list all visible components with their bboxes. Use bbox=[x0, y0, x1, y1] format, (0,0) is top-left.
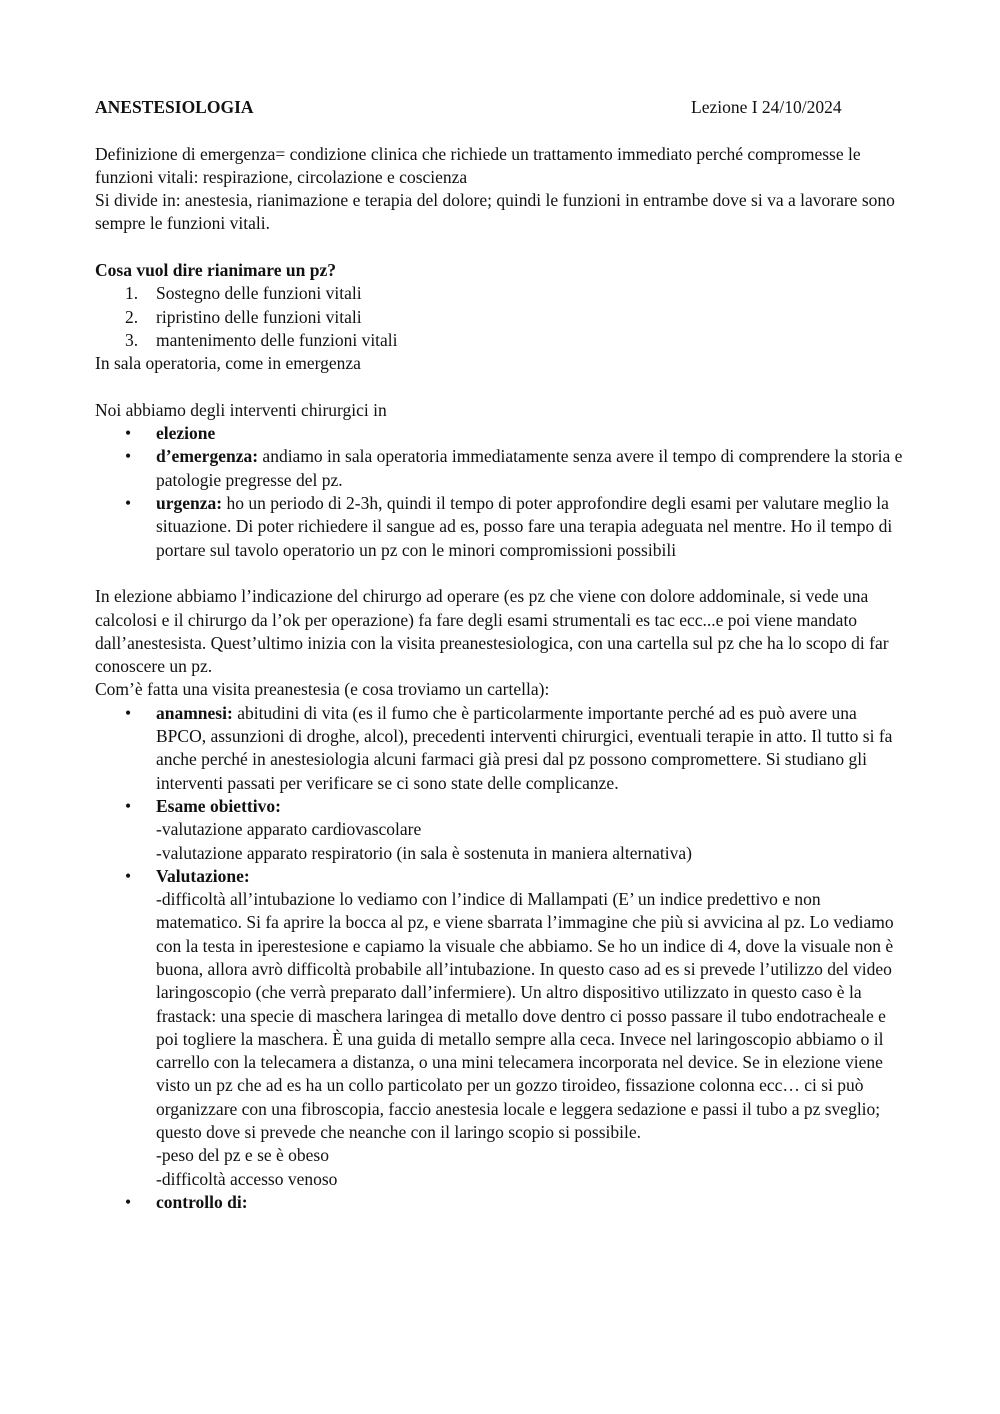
document-header bbox=[95, 96, 910, 119]
valutazione-text: -difficoltà all’intubazione lo vediamo con l’indice di Mallampati (E’ un indice predettivo e non matematico. Si fa aprire la bocca al pz, e viene sbarrata l’immagine che più si avvicina al pz. Lo vediamo con la testa in iperestesione e capiamo la visuale che abbiamo. Se ho un indice di 4, dove la visuale non è buona, allora avrò difficoltà probabile all’intubazione. In questo caso ad es si prevede l’utilizzo del video laringoscopio (che verrà preparato dall’infermiere). Un altro dispositivo utilizzato in questo caso è la frastack: una specie di maschera laringea di metallo dove dentro ci posso passare il tubo endotracheale e poi togliere la maschera. È una guida di metallo sempre alla ceca. Invece nel laringoscopio abbiamo o il carrello con la telecamera a distanza, o una mini telecamera incorporata nel device. Se in elezione viene visto un pz che ad es ha un collo particolato per un gozzo tiroideo, fissazione colonna ecc… ci si può organizzare con una fibroscopia, faccio anestesia locale e leggera sedazione e passi il tubo a pz sveglio; questo dove si prevede che neanche con il laringo scopio si possibile. bbox=[156, 889, 894, 1143]
spacer bbox=[95, 236, 910, 259]
spacer bbox=[95, 562, 910, 585]
bullet-icon: • bbox=[125, 423, 132, 444]
bullet-icon: • bbox=[125, 795, 132, 816]
bullet-icon: • bbox=[125, 1191, 132, 1212]
list-item: 3. mantenimento delle funzioni vitali bbox=[125, 329, 398, 350]
list-item: 1. Sostegno delle funzioni vitali bbox=[125, 283, 362, 304]
list-item-anamnesi: • anamnesi: abitudini di vita (es il fumo che è particolarmente importante perché ad es può avere una BPCO, assunzioni di droghe, alcol), precedenti interventi chirurgici, eventuali terapie in atto. Il tutto si fa anche perché in anestesiologia alcuni farmaci già presi dal pz possono compromettere. Si studiano gli interventi passati per verificare se ci sono state delle complicanze. bbox=[125, 702, 893, 793]
definition-paragraph: Definizione di emergenza= condizione clinica che richiede un trattamento immediato perché compromesse le funzioni vitali: respirazione, circolazione e coscienza bbox=[95, 143, 861, 187]
rianimare-after: In sala operatoria, come in emergenza bbox=[95, 353, 361, 374]
document-title: ANESTESIOLOGIA bbox=[95, 97, 254, 117]
visita-lead: Com’è fatta una visita preanestesia (e cosa troviamo un cartella): bbox=[95, 679, 550, 700]
interventi-list bbox=[95, 422, 910, 562]
list-item: • elezione bbox=[95, 422, 910, 445]
list-item: 2. ripristino delle funzioni vitali bbox=[125, 306, 362, 327]
section-heading-rianimare: Cosa vuol dire rianimare un pz? bbox=[95, 260, 336, 281]
bullet-icon: • bbox=[125, 493, 132, 514]
sub-line: -difficoltà accesso venoso bbox=[156, 1168, 338, 1189]
divides-paragraph: Si divide in: anestesia, rianimazione e terapia del dolore; quindi le funzioni in entrambe dove si va a lavorare sono sempre le funzioni vitali. bbox=[95, 190, 895, 234]
lesson-date: Lezione I 24/10/2024 bbox=[691, 97, 842, 117]
rianimare-list bbox=[95, 282, 910, 352]
sub-line: -valutazione apparato respiratorio (in sala è sostenuta in maniera alternativa) bbox=[156, 842, 692, 863]
list-item: • d’emergenza: andiamo in sala operatoria immediatamente senza avere il tempo di comprendere la storia e patologie pregresse del pz. bbox=[125, 446, 903, 490]
bullet-icon: • bbox=[125, 446, 132, 467]
bullet-icon: • bbox=[125, 865, 132, 886]
spacer bbox=[95, 376, 910, 399]
sub-line: -valutazione apparato cardiovascolare bbox=[156, 819, 422, 840]
list-item-esame: • Esame obiettivo: -valutazione apparato cardiovascolare -valutazione apparato respiratorio (in sala è sostenuta in maniera alternativa) bbox=[95, 795, 910, 865]
interventi-lead: Noi abbiamo degli interventi chirurgici in bbox=[95, 399, 387, 420]
list-item-controllo: • controllo di: bbox=[95, 1191, 910, 1214]
sub-line: -peso del pz e se è obeso bbox=[156, 1145, 329, 1166]
list-item: • urgenza: ho un periodo di 2-3h, quindi il tempo di poter approfondire degli esami per valutare meglio la situazione. Di poter richiedere il sangue ad es, posso fare una terapia adeguata nel mentre. Ho il tempo di portare sul tavolo operatorio un pz con le minori compromissioni possibili bbox=[125, 493, 893, 560]
elezione-paragraph: In elezione abbiamo l’indicazione del chirurgo ad operare (es pz che viene con dolore addominale, si vede una calcolosi e il chirurgo da l’ok per operazione) fa fare degli esami strumentali es tac ecc...e poi viene mandato dall’anestesista. Quest’ultimo inizia con la visita preanestesiologica, con una cartella sul pz che ha lo scopo di far conoscere un pz. bbox=[95, 586, 889, 677]
list-item-valutazione: • Valutazione: -difficoltà all’intubazione lo vediamo con l’indice di Mallampati (E’ un indice predettivo e non matematico. Si fa aprire la bocca al pz, e viene sbarrata l’immagine che più si avvicina al pz. Lo vediamo con la testa in iperestesione e capiamo la visuale che abbiamo. Se ho un indice di 4, dove la visuale non è buona, allora avrò difficoltà probabile all’intubazione. In questo caso ad es si prevede l’utilizzo del video laringoscopio (che verrà preparato dall’infermiere). Un altro dispositivo utilizzato in questo caso è la frastack: una specie di maschera laringea di metallo dove dentro ci posso passare il tubo endotracheale e poi togliere la maschera. È una guida di metallo sempre alla ceca. Invece nel laringoscopio abbiamo o il carrello con la telecamera a distanza, o una mini telecamera incorporata nel device. Se in elezione viene visto un pz che ad es ha un collo particolato per un gozzo tiroideo, fissazione colonna ecc… ci si può organizzare con una fibroscopia, faccio anestesia locale e leggera sedazione e passi il tubo a pz sveglio; questo dove si prevede che neanche con il laringo scopio si possibile. -peso del pz e se è obeso -difficoltà accesso venoso bbox=[95, 865, 910, 1191]
bullet-icon: • bbox=[125, 702, 132, 723]
spacer bbox=[95, 119, 910, 142]
visita-list bbox=[95, 702, 910, 1215]
document-body bbox=[95, 96, 910, 1214]
